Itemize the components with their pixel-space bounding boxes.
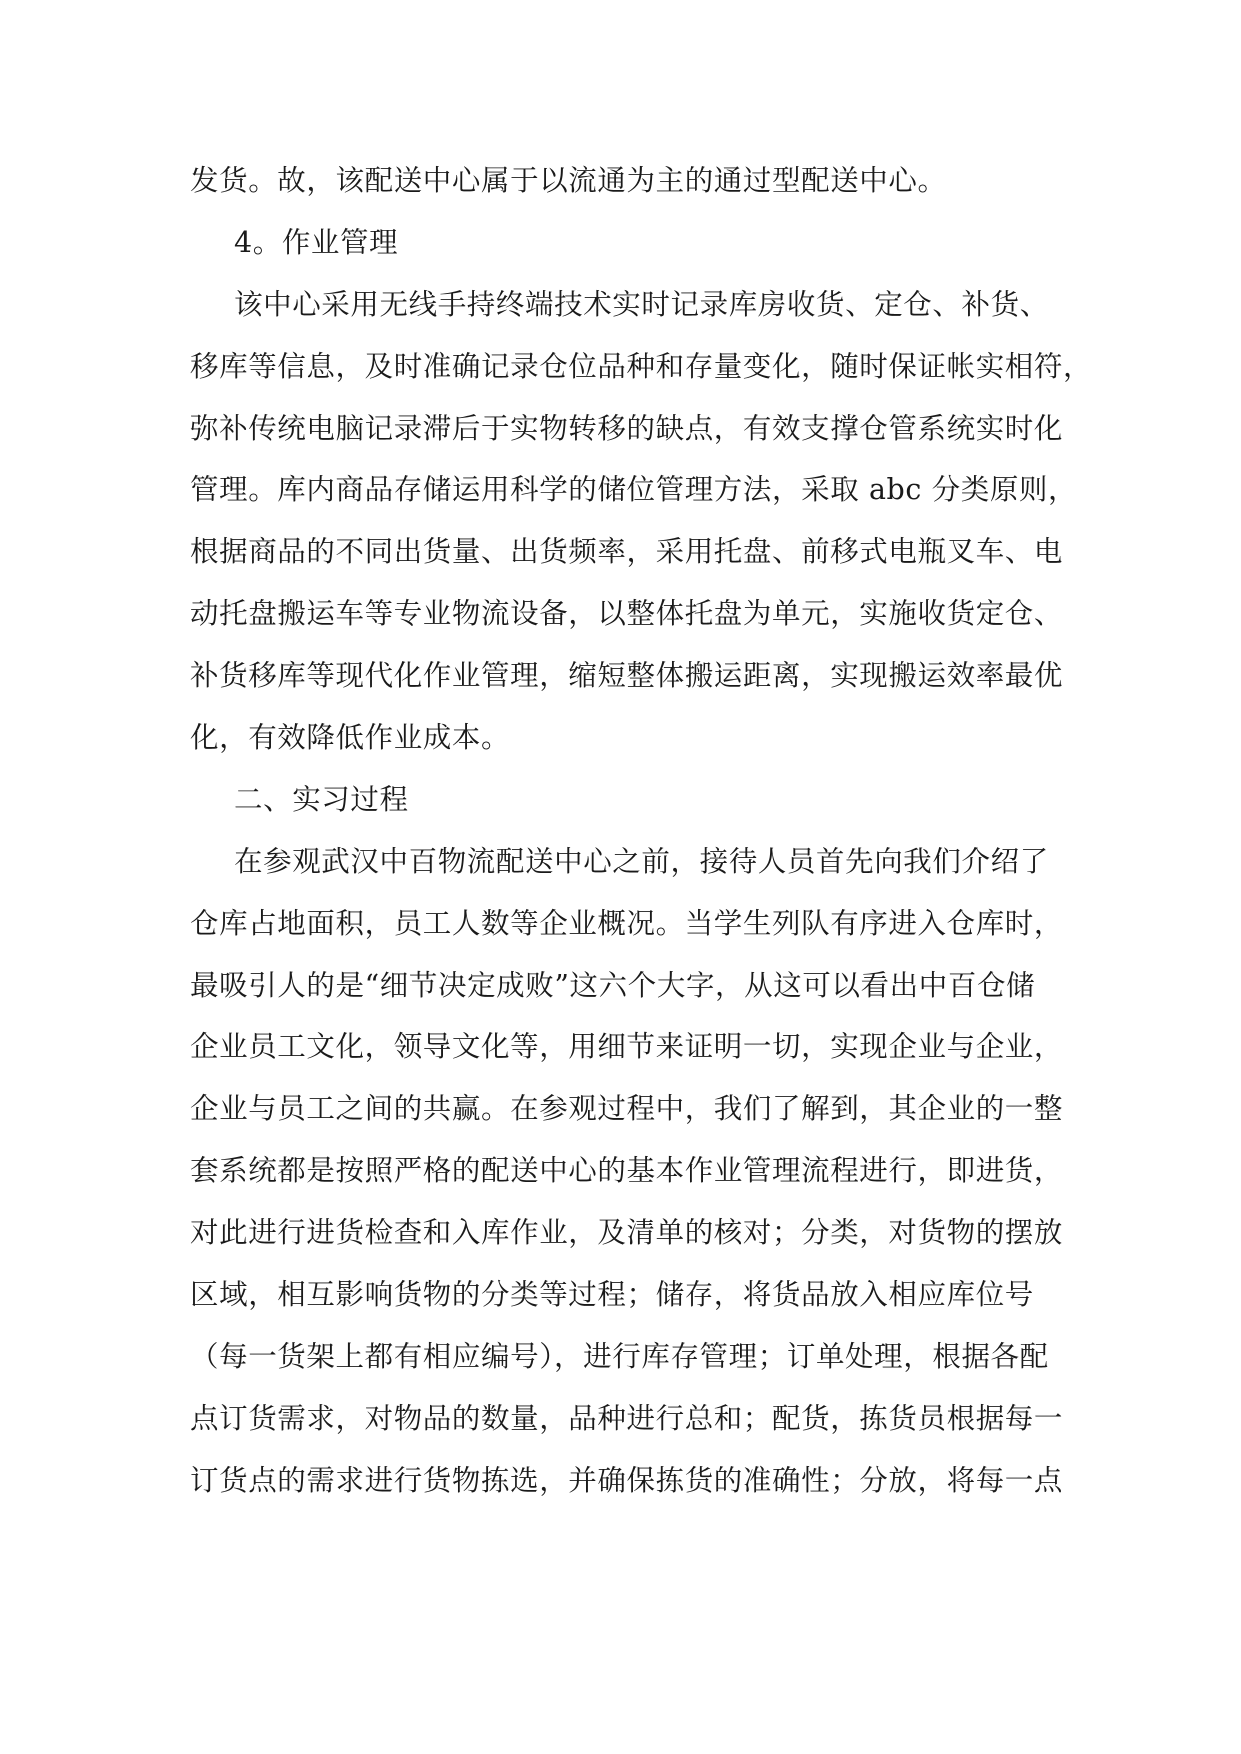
text-line: 该中心采用无线手持终端技术实时记录库房收货、定仓、补货、 — [234, 287, 1049, 321]
text-line: 企业与员工之间的共赢。在参观过程中，我们了解到，其企业的一整 — [190, 1092, 1064, 1126]
text-line: 区域，相互影响货物的分类等过程；储存，将货品放入相应库位号 — [190, 1278, 1034, 1312]
text-line: 点订货需求，对物品的数量，品种进行总和；配货，拣货员根据每一 — [190, 1401, 1064, 1435]
text-line: 移库等信息，及时准确记录仓位品种和存量变化，随时保证帐实相符， — [190, 349, 1093, 383]
section-heading-operations: 4。作业管理 — [234, 225, 399, 259]
text-line: 最吸引人的是“细节决定成败”这六个大字，从这可以看出中百仓储 — [190, 968, 1036, 1002]
text-line: 订货点的需求进行货物拣选，并确保拣货的准确性；分放，将每一点 — [190, 1463, 1064, 1497]
text-line: （每一货架上都有相应编号），进行库存管理；订单处理，根据各配 — [190, 1339, 1049, 1373]
body-text — [190, 150, 1093, 1512]
text-line: 管理。库内商品存储运用科学的储位管理方法，采取 abc 分类原则， — [190, 473, 1078, 507]
text-line: 在参观武汉中百物流配送中心之前，接待人员首先向我们介绍了 — [234, 844, 1049, 878]
text-line: 发货。故，该配送中心属于以流通为主的通过型配送中心。 — [190, 164, 947, 197]
text-line: 对此进行进货检查和入库作业，及清单的核对；分类，对货物的摆放 — [190, 1216, 1064, 1250]
text-line: 动托盘搬运车等专业物流设备，以整体托盘为单元，实施收货定仓、 — [190, 597, 1064, 631]
section-heading-internship-process: 二、实习过程 — [234, 782, 409, 816]
text-line: 企业员工文化，领导文化等，用细节来证明一切，实现企业与企业， — [190, 1030, 1064, 1064]
text-line: 仓库占地面积，员工人数等企业概况。当学生列队有序进入仓库时， — [190, 906, 1064, 940]
text-line: 补货移库等现代化作业管理，缩短整体搬运距离，实现搬运效率最优 — [190, 659, 1064, 693]
text-line: 弥补传统电脑记录滞后于实物转移的缺点，有效支撑仓管系统实时化 — [190, 411, 1064, 445]
text-line: 根据商品的不同出货量、出货频率，采用托盘、前移式电瓶叉车、电 — [190, 535, 1064, 569]
text-line: 套系统都是按照严格的配送中心的基本作业管理流程进行，即进货， — [190, 1154, 1064, 1188]
text-line: 化，有效降低作业成本。 — [190, 721, 511, 755]
